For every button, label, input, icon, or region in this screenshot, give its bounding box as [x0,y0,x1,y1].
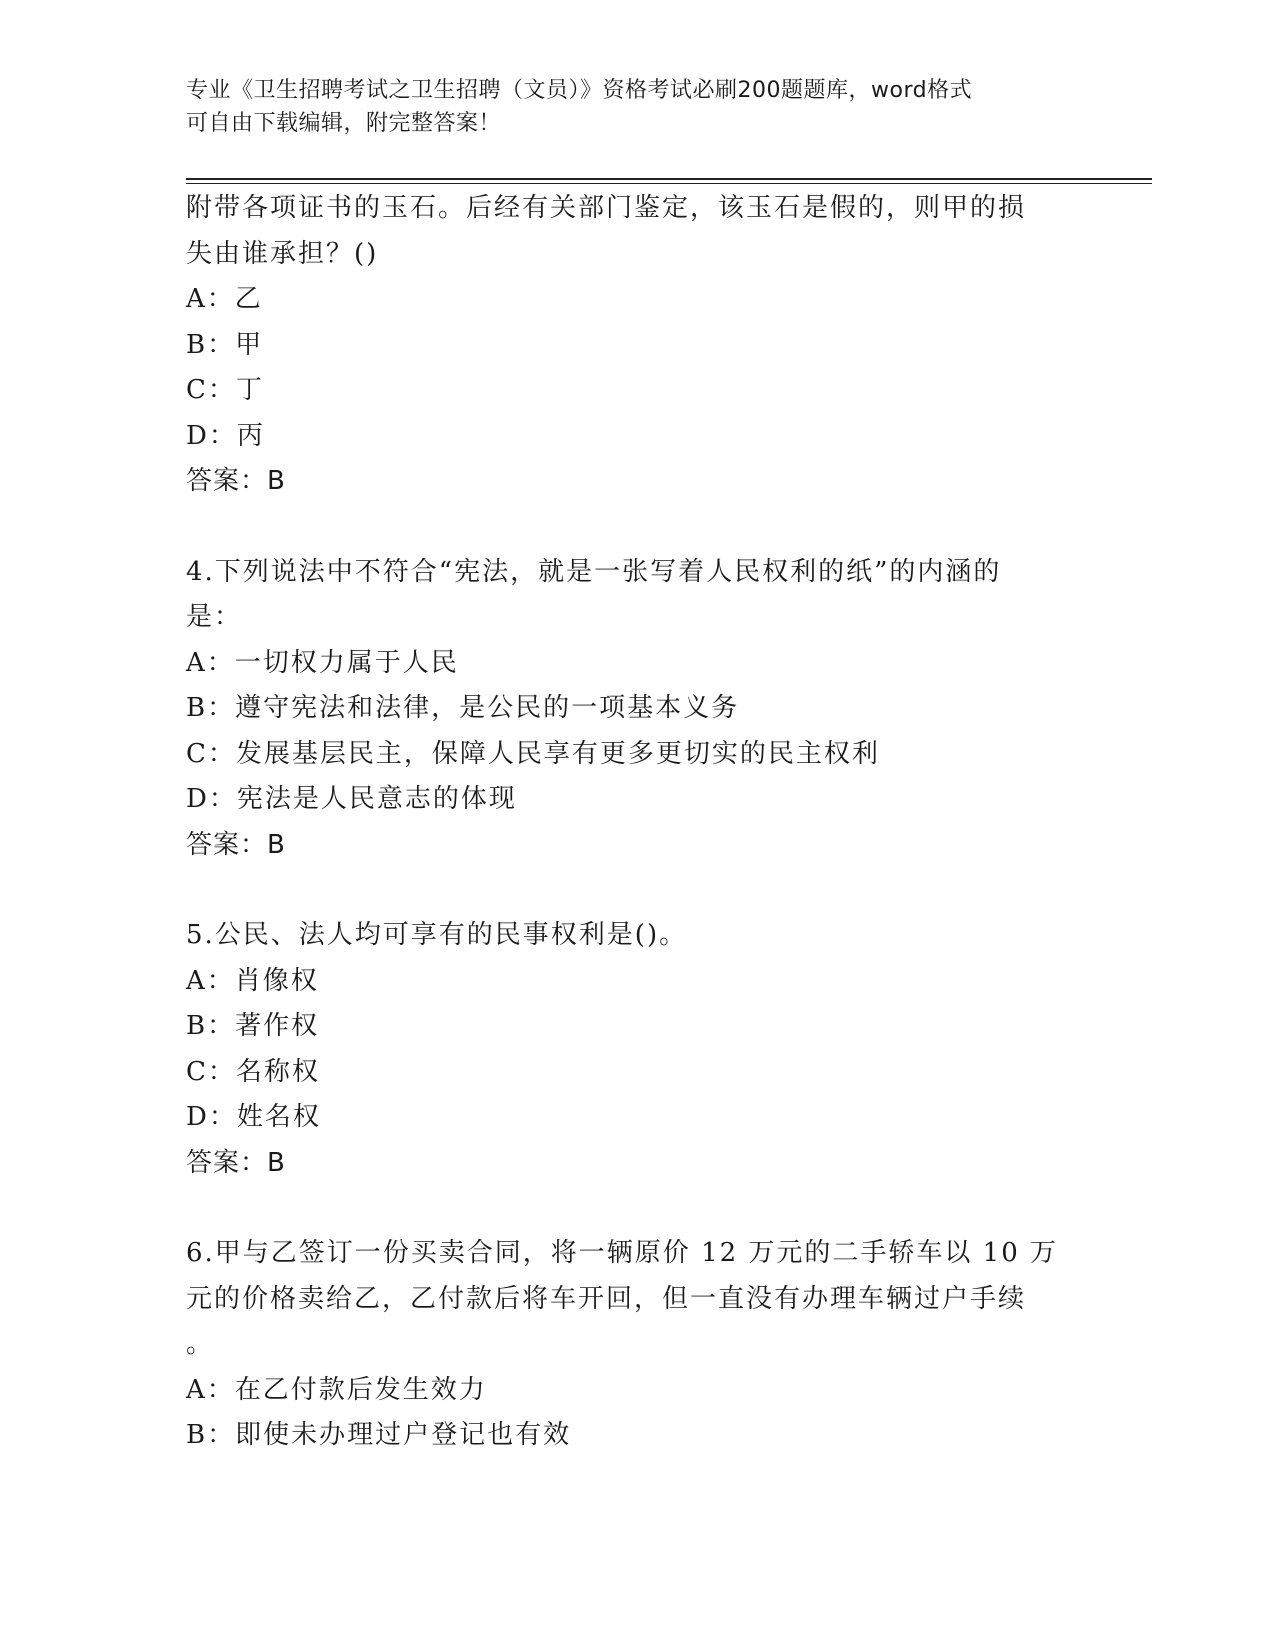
header-line-2: 可自由下载编辑，附完整答案！ [186,111,502,136]
question-5 [186,913,1086,1186]
question-stem-line: 。 [186,1329,215,1359]
question-stem-line: 失由谁承担？() [186,238,379,269]
option-d: D：丙 [186,420,265,451]
header-line-1: 专业《卫生招聘考试之卫生招聘（文员）》资格考试必刷200题题库，word格式 [186,78,973,103]
answer-line: 答案：B [186,829,286,860]
option-a: A：肖像权 [186,965,319,996]
header-rule-thin [186,183,1152,184]
header-rule-thick [186,178,1152,180]
option-b: B：遵守宪法和法律，是公民的一项基本义务 [186,693,740,723]
option-b: B：著作权 [186,1011,320,1041]
question-stem-line: 元的价格卖给乙，乙付款后将车开回，但一直没有办理车辆过户手续 [186,1283,1027,1314]
question-stem-line: 5.公民、法人均可享有的民事权利是()。 [186,920,688,950]
answer-line: 答案：B [186,1147,286,1178]
question-stem-line: 6.甲与乙签订一份买卖合同，将一辆原价 12 万元的二手轿车以 10 万 [186,1238,1059,1268]
question-list [186,186,1086,1459]
question-3 [186,186,1086,505]
question-4 [186,550,1086,869]
document-header [186,74,1066,140]
option-a: A：在乙付款后发生效力 [186,1374,487,1405]
question-stem-line: 是： [186,602,243,632]
option-a: A：一切权力属于人民 [186,647,459,678]
option-d: D：姓名权 [186,1102,321,1132]
spacer [186,868,1086,913]
spacer [186,505,1086,550]
option-d: D：宪法是人民意志的体现 [186,784,517,814]
question-6 [186,1231,1086,1459]
option-b: B：甲 [186,329,264,360]
option-c: C：名称权 [186,1056,320,1087]
option-a: A：乙 [186,284,263,314]
question-stem-line: 4.下列说法中不符合“宪法，就是一张写着人民权利的纸”的内涵的 [186,556,1002,587]
option-b: B：即使未办理过户登记也有效 [186,1420,572,1450]
option-c: C：丁 [186,375,264,405]
spacer [186,1186,1086,1231]
question-stem-line: 附带各项证书的玉石。后经有关部门鉴定，该玉石是假的，则甲的损 [186,193,1027,223]
answer-line: 答案：B [186,466,286,496]
option-c: C：发展基层民主，保障人民享有更多更切实的民主权利 [186,738,880,769]
